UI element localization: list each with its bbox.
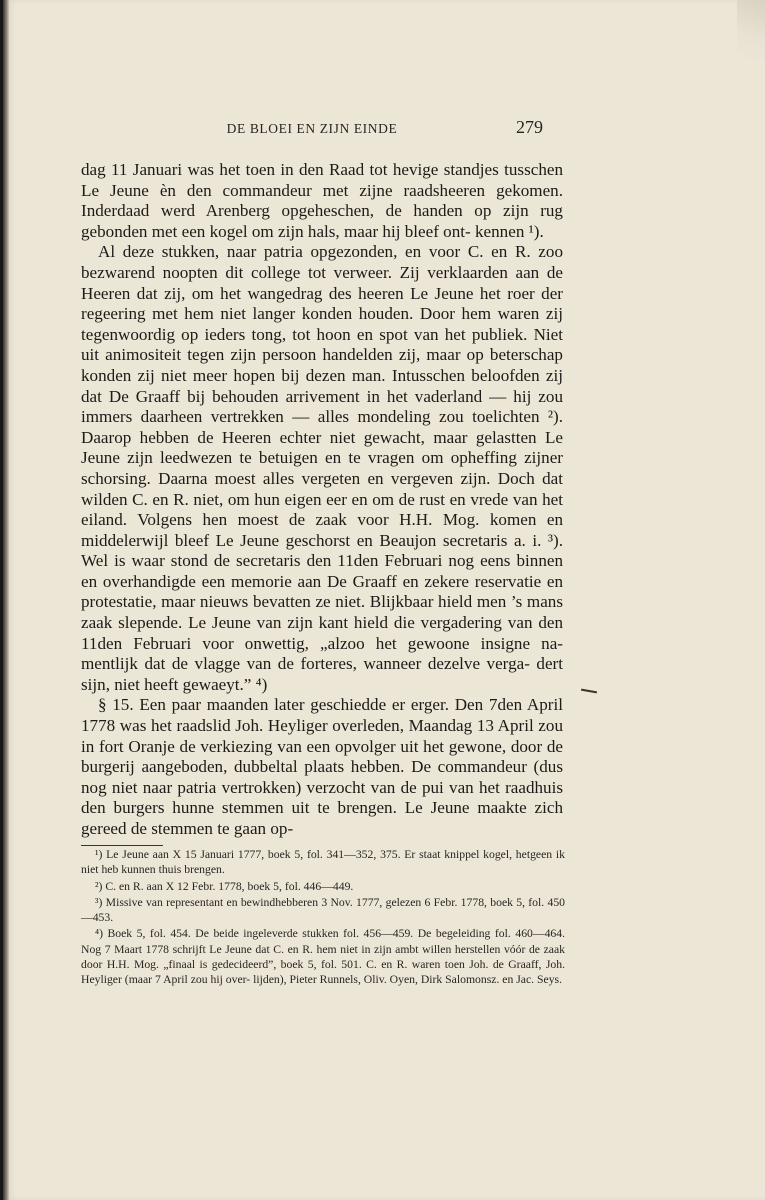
footnote-3	[81, 895, 565, 926]
footnotes	[81, 847, 565, 989]
text-line: zijn rug gebonden met een kogel om zijn hals, maar hij bleef ont-	[81, 201, 563, 241]
text-line: vergeten en vergeven zijn. Doch dat wilden C. en R. niet, om hun	[81, 468, 564, 509]
text-line: De commandeur (dus nog niet naar patria vertrokken) verzocht	[81, 757, 563, 797]
text-line: gewone, door de burgerij aangeboden, dubbeltal plaats hebben.	[81, 736, 563, 777]
text-line: § 15. Een paar maanden later geschiedde er erger. Den 7den	[98, 695, 523, 715]
page-number: 279	[516, 117, 543, 137]
text-line: kennen ¹).	[475, 221, 544, 241]
footnote-line: ²) C. en R. aan X 12 Febr. 1778, boek 5, fol. 446—449.	[95, 879, 354, 893]
text-line: mentlijk dat de vlagge van de forteres, wanneer dezelve verga-	[81, 654, 530, 674]
text-line: niet gewacht, maar gelastten Le Jeune zijn leedwezen te betuigen	[81, 427, 563, 468]
text-line: Intusschen beloofden zij dat De Graaff bij behouden arrivement	[81, 365, 564, 406]
running-header	[81, 117, 543, 139]
text-line: waren zij tegenwoordig op ieders tong, tot hoon en spot van het	[81, 304, 563, 344]
text-line: Jeune geschorst en Beaujon secretaris a. i. ³). Wel is waar stond	[81, 530, 563, 571]
margin-pencil-mark	[581, 689, 597, 694]
footnote-line: 460—464. Nog 7 Maart 1778 schrijft Le Jeune dat C. en R. hem niet in zijn ambt	[81, 927, 566, 956]
text-line: in het vaderland — hij zou immers daarheen vertrekken — alles	[81, 386, 563, 427]
footnote-1	[81, 847, 565, 878]
text-line: Al deze stukken, naar patria opgezonden, en voor C. en R. zoo	[98, 242, 563, 262]
footnote-2	[81, 879, 565, 894]
page-corner-fold	[737, 0, 765, 60]
text-line: van de pui van het raadhuis den burgers hunne stemmen uit te	[81, 777, 564, 818]
text-line: een memorie aan De Graaff en zekere reservatie en protestatie,	[81, 571, 563, 612]
body-paragraph	[81, 242, 563, 695]
text-line: maar op beterschap konden zij niet meer hopen bij dezen man.	[81, 345, 563, 385]
footnote-line: ¹) Le Jeune aan X 15 Januari 1777, boek 5, fol. 341—352, 375. Er staat knippel	[95, 848, 480, 861]
body-paragraph	[81, 160, 563, 242]
footnote-line: ⁴) Boek 5, fol. 454. De beide ingeleverde stukken fol. 456—459. De begeleiding fol.	[95, 927, 511, 941]
text-line: publiek. Niet uit animositeit tegen zijn persoon handelden zij,	[81, 324, 564, 365]
text-line: April 1778 was het raadslid Joh. Heyliger overleden, Maandag 13	[81, 695, 563, 736]
footnote-line: willen herstellen vóór de zaak door H.H. Mog. „finaal is gedecideerd”, boek 5, fol.	[81, 942, 565, 972]
text-line: moest de zaak voor H.H. Mog. komen en middelerwijl bleef Le	[81, 510, 564, 550]
footnote-line: lijden), Pieter Runnels, Oliv. Oyen, Dirk Salomonsz. en Jac. Seys.	[253, 973, 563, 987]
text-line: dag 11 Januari was het toen in den Raad tot hevige standjes	[81, 160, 499, 179]
page-binding-edge	[3, 0, 9, 1200]
body-text	[81, 160, 563, 840]
footnote-line: boek 5, fol. 450—453.	[81, 895, 566, 925]
text-line: tusschen Le Jeune èn den commandeur met zijne raadsheeren	[81, 160, 563, 200]
text-line: 11den Februari voor onwettig, „alzoo het gewoone insigne na-	[81, 633, 563, 653]
text-line: eigen eer en om de rust en vrede van het eiland. Volgens hen	[81, 489, 563, 530]
body-paragraph	[81, 695, 563, 839]
footnote-4	[81, 926, 565, 987]
text-line: en te vragen om opheffing zijner schorsing. Daarna moest alles	[81, 448, 563, 488]
book-page	[3, 0, 765, 1200]
text-line: dert sijn, niet heeft gewaeyt.” ⁴)	[81, 654, 563, 694]
text-line: maar nieuws bevatten ze niet. Blijkbaar hield men ’s mans zaak	[81, 592, 563, 633]
text-line: slepende. Le Jeune van zijn kant hield die vergadering van den	[118, 613, 563, 633]
text-line: brengen. Le Jeune maakte zich gereed de stemmen te gaan op-	[81, 798, 563, 838]
text-line: mondeling zou toelichten ²). Daarop hebben de Heeren echter	[81, 407, 563, 447]
text-line: April zou in fort Oranje de verkiezing van een opvolger uit het	[81, 716, 563, 756]
footnote-divider	[81, 845, 163, 846]
running-title: DE BLOEI EN ZIJN EINDE	[226, 121, 398, 136]
text-line: de secretaris den 11den Februari nog eens binnen en overhandigde	[81, 551, 563, 591]
text-line: bezwarend noopten dit college tot verweer. Zij verklaarden aan	[81, 262, 540, 282]
footnote-line: kogel, hetgeen ik niet heb kunnen thuis brengen.	[81, 848, 566, 877]
text-line: roer der regeering met hem niet langer konden houden. Door hem	[81, 283, 563, 324]
footnote-line: 501. C. en R. waren toen Joh. de Graaff, Joh. Heyliger (maar 7 April zou hij over-	[81, 958, 566, 987]
text-line: de Heeren dat zij, om het wangedrag des heeren Le Jeune het	[81, 262, 563, 303]
text-line: gekomen. Inderdaad werd Arenberg opgeheschen, de handen op	[81, 180, 563, 221]
footnote-line: ³) Missive van representant en bewindhebberen 3 Nov. 1777, gelezen 6 Febr. 1778,	[95, 895, 487, 909]
